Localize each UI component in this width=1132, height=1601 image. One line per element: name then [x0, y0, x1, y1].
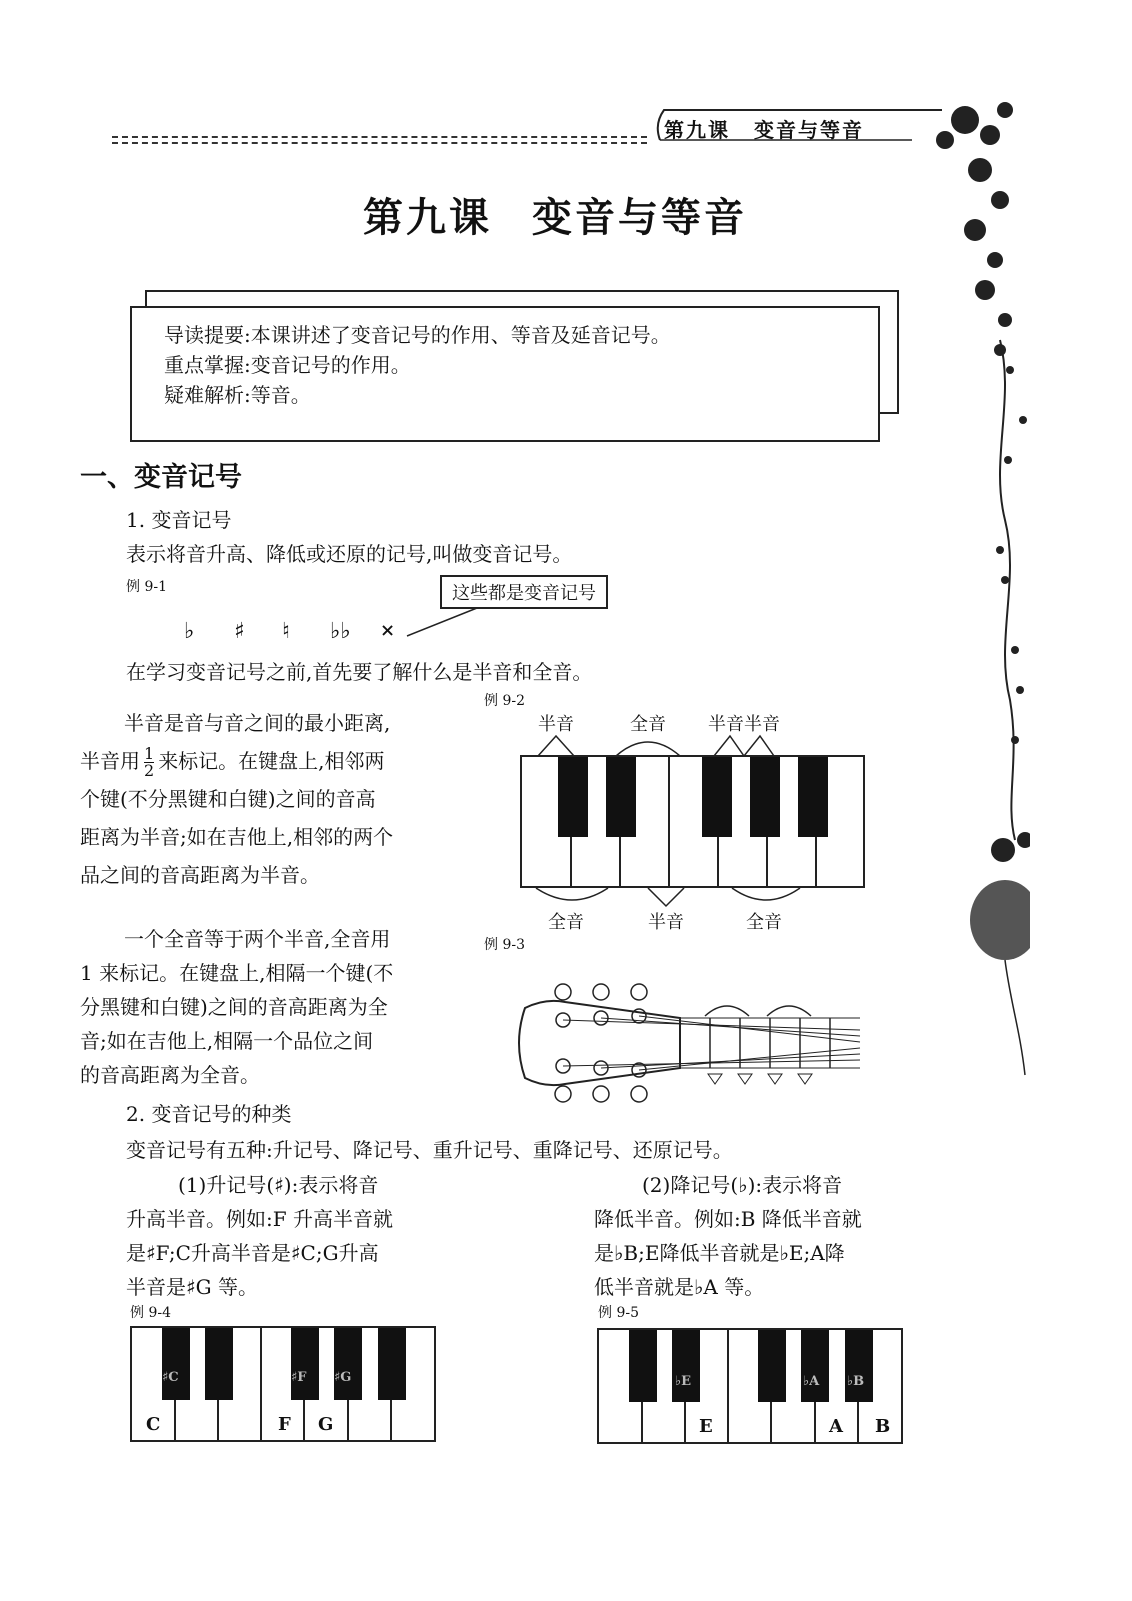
piano-top-label-whole: 全音: [630, 714, 666, 735]
black-key-c-sharp: [162, 1328, 190, 1400]
white-key-label-c: C: [146, 1414, 161, 1435]
half-step-text-a: 半音用: [80, 749, 140, 773]
black-key-g-sharp: [334, 1328, 362, 1400]
black-key-a-flat: [801, 1330, 829, 1402]
whole-step-line-5: 的音高距离为全音。: [80, 1063, 260, 1087]
accidental-kinds: 变音记号有五种:升记号、降记号、重升记号、重降记号、还原记号。: [126, 1138, 733, 1162]
intro-text: 在学习变音记号之前,首先要了解什么是半音和全音。: [126, 660, 593, 684]
piano-bottom-brackets: [520, 886, 865, 908]
double-flat-symbol: ♭♭: [330, 618, 351, 644]
black-key-f-sharp: [291, 1328, 319, 1400]
callout-box: 这些都是变音记号: [440, 575, 608, 609]
running-header-topic: 变音与等音: [754, 118, 864, 142]
black-key: [378, 1328, 406, 1400]
half-step-paragraph: [80, 704, 480, 894]
whole-step-line-3: 分黑键和白键)之间的音高距离为全: [80, 995, 388, 1019]
half-step-text-b: 来标记。在键盘上,相邻两: [158, 749, 385, 773]
black-key: [558, 757, 588, 837]
half-step-line-5: 品之间的音高距离为半音。: [80, 863, 320, 887]
white-key-label-e: E: [699, 1416, 713, 1437]
black-key-label-b-flat: ♭B: [847, 1374, 865, 1389]
sharp-paragraph: [126, 1168, 486, 1304]
piano-top-label-half: 半音: [538, 714, 574, 735]
black-key-label-e-flat: ♭E: [675, 1374, 692, 1389]
flat-symbol: ♭: [184, 618, 195, 644]
example-9-3-label: 例 9-3: [484, 937, 525, 953]
natural-symbol: ♮: [282, 618, 290, 644]
black-key: [758, 1330, 786, 1402]
piano-top-label-half-half: 半音半音: [708, 714, 780, 735]
example-9-1-label: 例 9-1: [126, 579, 167, 595]
black-key: [629, 1330, 657, 1402]
flat-line-2: 降低半音。例如:B 降低半音就: [594, 1207, 862, 1231]
half-fraction: [144, 746, 154, 779]
half-fraction-denominator: 2: [144, 761, 155, 780]
guitar-headstock-diagram: [505, 980, 865, 1105]
sharp-line-2: 升高半音。例如:F 升高半音就: [126, 1207, 393, 1231]
running-header: [664, 114, 888, 143]
piano-keyboard-9-4: [130, 1326, 436, 1442]
example-9-4-label: 例 9-4: [130, 1305, 171, 1321]
example-9-2-label: 例 9-2: [484, 693, 525, 709]
black-key: [702, 757, 732, 837]
accidental-definition: 表示将音升高、降低或还原的记号,叫做变音记号。: [126, 542, 573, 566]
example-9-5-label: 例 9-5: [598, 1305, 639, 1321]
guide-box: [130, 306, 880, 442]
white-key-label-b: B: [875, 1416, 891, 1437]
half-step-line-2: [80, 742, 480, 780]
half-fraction-numerator: 1: [144, 744, 155, 763]
black-key-b-flat: [845, 1330, 873, 1402]
whole-step-paragraph: [80, 922, 480, 1092]
half-step-line-3: 个键(不分黑键和白键)之间的音高: [80, 787, 376, 811]
header-rule: [112, 136, 647, 138]
header-rule: [112, 142, 647, 144]
running-header-lesson: 第九课: [664, 118, 730, 142]
piano-keyboard-9-2: [520, 755, 865, 888]
whole-step-line-4: 音;如在吉他上,相隔一个品位之间: [80, 1029, 374, 1053]
black-key-label-a-flat: ♭A: [803, 1374, 820, 1389]
flat-paragraph: [594, 1168, 954, 1304]
black-key: [606, 757, 636, 837]
black-key-label-g-sharp: ♯G: [334, 1370, 352, 1385]
black-key: [205, 1328, 233, 1400]
piano-bottom-label-whole-2: 全音: [746, 912, 782, 933]
white-key-label-a: A: [829, 1416, 843, 1437]
subsection-heading-1: 1. 变音记号: [126, 508, 232, 532]
white-key-label-f: F: [278, 1414, 291, 1435]
piano-bottom-label-half: 半音: [648, 912, 684, 933]
double-sharp-symbol: ×: [380, 620, 396, 641]
half-step-line-1: 半音是音与音之间的最小距离,: [124, 711, 391, 735]
black-key: [798, 757, 828, 837]
subsection-heading-2: 2. 变音记号的种类: [126, 1102, 292, 1126]
black-key-label-f-sharp: ♯F: [291, 1370, 307, 1385]
black-key-label-c-sharp: ♯C: [162, 1370, 179, 1385]
guide-difficulty: 疑难解析:等音。: [164, 383, 311, 407]
half-step-line-4: 距离为半音;如在吉他上,相邻的两个: [80, 825, 394, 849]
sharp-symbol: ♯: [234, 618, 245, 644]
piano-bottom-label-whole-1: 全音: [548, 912, 584, 933]
page-title: [0, 186, 1110, 243]
section-heading: 一、变音记号: [80, 462, 242, 493]
piano-keyboard-9-5: [597, 1328, 903, 1444]
whole-step-line-1: 一个全音等于两个半音,全音用: [124, 927, 391, 951]
guide-key-point: 重点掌握:变音记号的作用。: [164, 353, 411, 377]
sharp-line-4: 半音是♯G 等。: [126, 1275, 259, 1299]
black-key-e-flat: [672, 1330, 700, 1402]
black-key: [750, 757, 780, 837]
flat-line-1: (2)降记号(♭):表示将音: [642, 1173, 843, 1197]
whole-step-line-2: 1 来标记。在键盘上,相隔一个键(不: [80, 961, 394, 985]
guide-summary: 导读提要:本课讲述了变音记号的作用、等音及延音记号。: [164, 323, 671, 347]
flat-line-4: 低半音就是♭A 等。: [594, 1275, 765, 1299]
flat-line-3: 是♭B;E降低半音就是♭E;A降: [594, 1241, 845, 1265]
title-topic: 变音与等音: [532, 195, 747, 241]
sharp-line-1: (1)升记号(♯):表示将音: [178, 1173, 379, 1197]
sharp-line-3: 是♯F;C升高半音是♯C;G升高: [126, 1241, 379, 1265]
white-key-label-g: G: [318, 1414, 334, 1435]
title-lesson: 第九课: [363, 195, 492, 241]
